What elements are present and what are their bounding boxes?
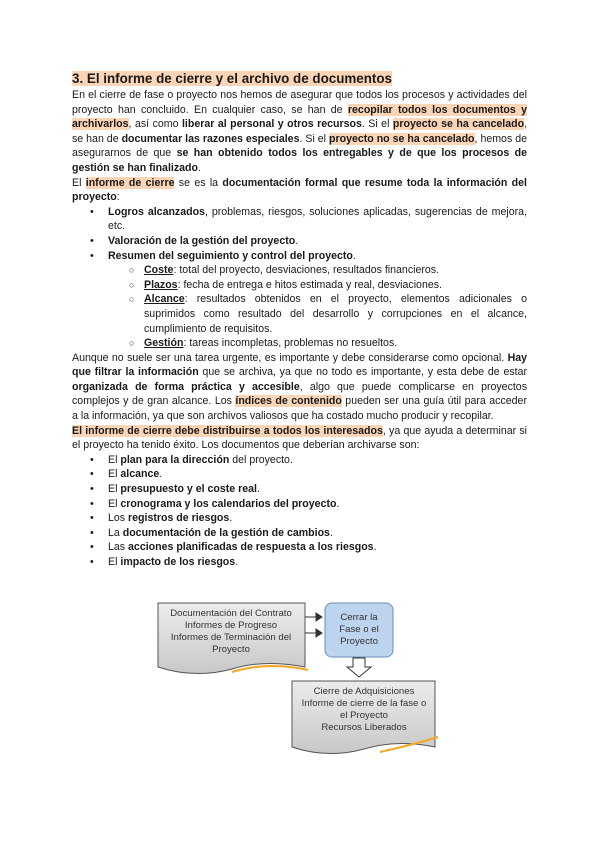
- list-item: ○ Coste: total del proyecto, desviaciones, resultados financieros.: [72, 263, 527, 278]
- tracking-sublist: [72, 263, 527, 351]
- closure-process-diagram: [150, 597, 450, 762]
- list-item: • Las acciones planificadas de respuesta a los riesgos.: [72, 540, 527, 555]
- process-line-2: Fase o el: [339, 624, 379, 635]
- list-item: • Logros alcanzados, problemas, riesgos, soluciones aplicadas, sugerencias de mejora, etc.: [72, 205, 527, 234]
- list-item: • El impacto de los riesgos.: [72, 555, 527, 570]
- input-document-accent: [232, 666, 308, 672]
- list-item: • Resumen del seguimiento y control del proyecto. ○ Coste: total del proyecto, desviaciones, resultados financieros. ○ Plazos: fecha de entrega e hitos estimada y real, desviaciones. ○ Alcance: resultados obtenidos en el proyecto, elementos adicionales o suprimidos como resultado del desarrollo y corrupciones en el alcance, cumplimiento de requisitos. ○ Gestión: tareas incompletas, problemas no resueltos.: [72, 249, 527, 351]
- down-arrow-icon: [347, 658, 371, 677]
- archive-documents-list: [72, 453, 527, 570]
- section-title: 3. El informe de cierre y el archivo de documentos: [72, 71, 392, 86]
- input-line-3: Informes de Terminación del: [170, 632, 292, 643]
- output-line-2: Informe de cierre de la fase o: [301, 698, 427, 709]
- list-item: • La documentación de la gestión de cambios.: [72, 526, 527, 541]
- output-line-1: Cierre de Adquisiciones: [313, 686, 415, 697]
- paragraph-report: El informe de cierre se es la documentación formal que resume toda la información del proyecto:: [72, 176, 527, 204]
- input-line-4: Proyecto: [212, 644, 250, 655]
- list-item: ○ Gestión: tareas incompletas, problemas no resueltos.: [72, 336, 527, 351]
- paragraph-distribution: El informe de cierre debe distribuirse a todos los interesados, ya que ayuda a determinar si el proyecto ha tenido éxito. Los documentos que deberían archivarse son:: [72, 424, 527, 452]
- list-item: • El presupuesto y el coste real.: [72, 482, 527, 497]
- output-line-4: Recursos Liberados: [321, 722, 407, 733]
- list-item: ○ Alcance: resultados obtenidos en el proyecto, elementos adicionales o suprimidos como resultado del desarrollo y corrupciones en el alcance, cumplimiento de requisitos.: [72, 292, 527, 336]
- list-item: • Los registros de riesgos.: [72, 511, 527, 526]
- document-page: [72, 70, 527, 570]
- input-arrow-icon: [305, 613, 322, 637]
- input-line-2: Informes de Progreso: [184, 620, 278, 631]
- list-item: • Valoración de la gestión del proyecto.: [72, 234, 527, 249]
- paragraph-filter: Aunque no suele ser una tarea urgente, es importante y debe considerarse como opcional. Hay que filtrar la información que se archiva, ya que no todo es importante, y esta debe de estar organizada de forma práctica y accesible, algo que puede complicarse en proyectos complejos y de gran alcance. Los índices de contenido pueden ser una guía útil para acceder a la información, ya que son archivos valiosos que ha costado mucho producir y recopilar.: [72, 351, 527, 423]
- process-line-1: Cerrar la: [340, 612, 378, 623]
- report-contents-list: [72, 205, 527, 351]
- input-line-1: Documentación del Contrato: [170, 608, 292, 619]
- list-item: • El cronograma y los calendarios del proyecto.: [72, 497, 527, 512]
- output-line-3: el Proyecto: [340, 710, 388, 721]
- process-line-3: Proyecto: [340, 636, 378, 647]
- list-item: ○ Plazos: fecha de entrega e hitos estimada y real, desviaciones.: [72, 278, 527, 293]
- list-item: • El alcance.: [72, 467, 527, 482]
- paragraph-closure: En el cierre de fase o proyecto nos hemos de asegurar que todos los procesos y actividades del proyecto han concluido. En cualquier caso, se han de recopilar todos los documentos y archivarlos, así como liberar al personal y otros recursos. Si el proyecto se ha cancelado, se han de documentar las razones especiales. Si el proyecto no se ha cancelado, hemos de asegurarnos de que se han obtenido todos los entregables y de que los procesos de gestión se han finalizado.: [72, 89, 528, 174]
- list-item: • El plan para la dirección del proyecto.: [72, 453, 527, 468]
